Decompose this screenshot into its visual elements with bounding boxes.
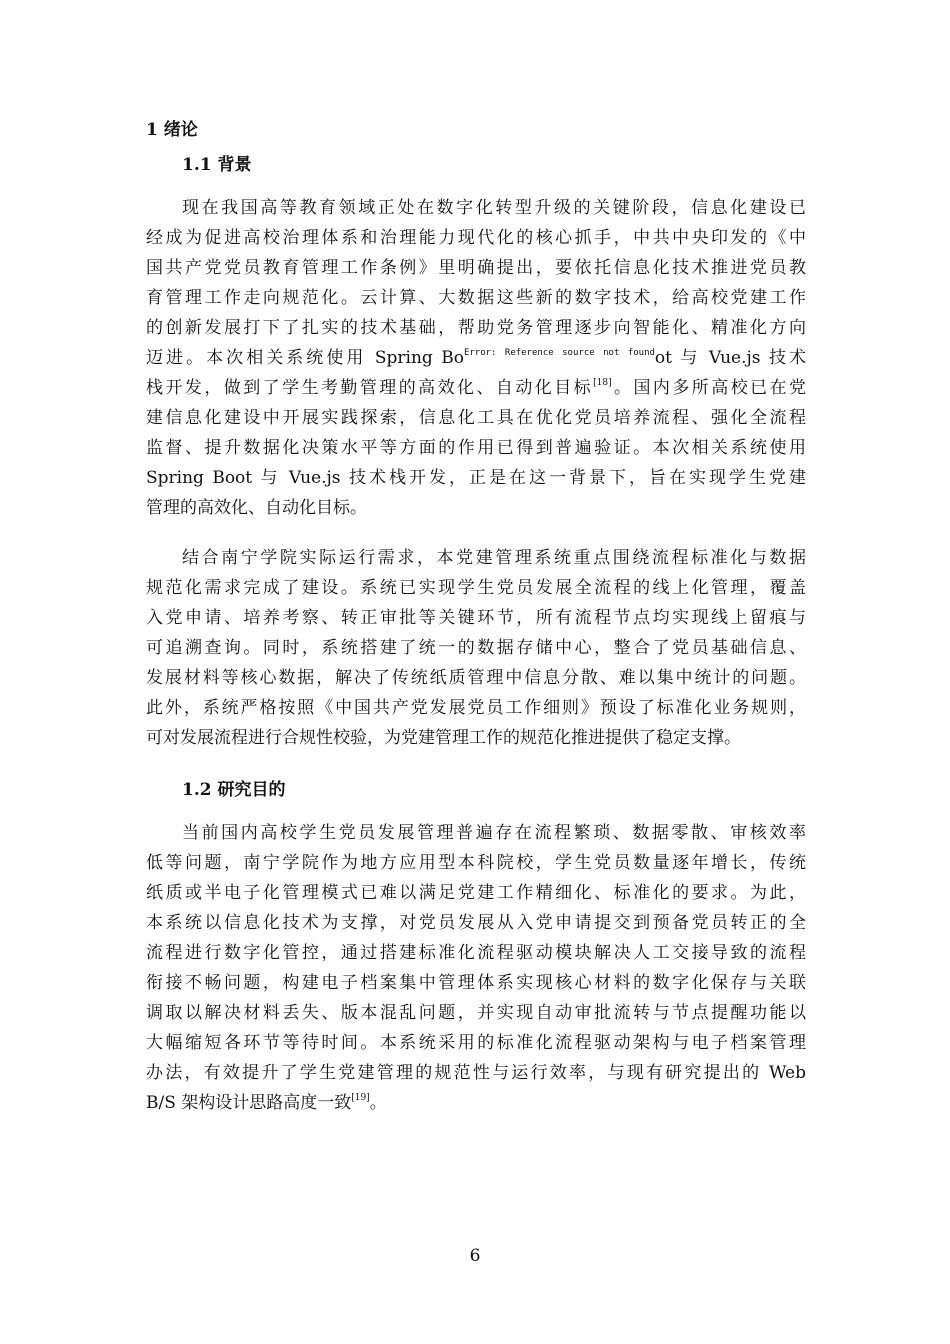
page-number: 6: [469, 1246, 481, 1266]
citation-ref-19: [19]: [351, 1093, 370, 1103]
text-segment: ot 与 Vue.js 技术: [654, 348, 806, 368]
text-line-with-citation: [146, 1088, 806, 1118]
text-line: 的创新发展打下了扎实的技术基础，帮助党务管理逐步向智能化、精准化方向: [146, 318, 806, 338]
text-line: 可对发展流程进行合规性校验，为党建管理工作的规范化推进提供了稳定支撑。: [146, 728, 741, 748]
text-line: 可追溯查询。同时，系统搭建了统一的数据存储中心，整合了党员基础信息、: [146, 638, 806, 658]
text-line: 国共产党党员教育管理工作条例》里明确提出，要依托信息化技术推进党员教: [146, 258, 806, 278]
section-heading-research-purpose: 1.2 研究目的: [182, 780, 286, 800]
text-segment: 迈进。本次相关系统使用 Spring Bo: [146, 348, 464, 368]
text-segment: 栈开发，做到了学生考勤管理的高效化、自动化目标: [146, 378, 594, 398]
section-heading-background: 1.1 背景: [182, 155, 252, 175]
text-line: 当前国内高校学生党员发展管理普遍存在流程繁琐、数据零散、审核效率: [182, 823, 806, 843]
text-line: 发展材料等核心数据，解决了传统纸质管理中信息分散、难以集中统计的问题。: [146, 668, 806, 688]
text-line: Spring Boot 与 Vue.js 技术栈开发，正是在这一背景下，旨在实现学生党建: [146, 468, 806, 488]
text-line: 此外，系统严格按照《中国共产党发展党员工作细则》预设了标准化业务规则，: [146, 698, 806, 718]
text-line: 调取以解决材料丢失、版本混乱问题，并实现自动审批流转与节点提醒功能以: [146, 1003, 806, 1023]
text-line-with-error-note: [146, 343, 806, 373]
text-line: 衔接不畅问题，构建电子档案集中管理体系实现核心材料的数字化保存与关联: [146, 973, 806, 993]
text-line: 现在我国高等教育领域正处在数字化转型升级的关键阶段，信息化建设已: [182, 198, 806, 218]
text-line: 办法，有效提升了学生党建管理的规范性与运行效率，与现有研究提出的 Web: [146, 1063, 806, 1083]
text-line-with-citation: [146, 373, 806, 403]
reference-error-note: Error: Reference source not found: [463, 348, 655, 358]
chapter-heading: 1 绪论: [146, 120, 198, 140]
text-line: 流程进行数字化管控，通过搭建标准化流程驱动模块解决人工交接导致的流程: [146, 943, 806, 963]
text-segment: B/S 架构设计思路高度一致: [146, 1093, 352, 1113]
text-line: 规范化需求完成了建设。系统已实现学生党员发展全流程的线上化管理，覆盖: [146, 578, 806, 598]
text-line: 入党申请、培养考察、转正审批等关键环节，所有流程节点均实现线上留痕与: [146, 608, 806, 628]
text-segment: 。: [369, 1093, 387, 1113]
text-line: 管理的高效化、自动化目标。: [146, 498, 367, 518]
text-segment: 。国内多所高校已在党: [611, 378, 807, 398]
text-line: 建信息化建设中开展实践探索，信息化工具在优化党员培养流程、强化全流程: [146, 408, 806, 428]
text-line: 结合南宁学院实际运行需求，本党建管理系统重点围绕流程标准化与数据: [182, 548, 806, 568]
text-line: 低等问题，南宁学院作为地方应用型本科院校，学生党员数量逐年增长，传统: [146, 853, 806, 873]
text-line: 监督、提升数据化决策水平等方面的作用已得到普遍验证。本次相关系统使用: [146, 438, 806, 458]
text-line: 纸质或半电子化管理模式已难以满足党建工作精细化、标准化的要求。为此，: [146, 883, 806, 903]
text-line: 大幅缩短各环节等待时间。本系统采用的标准化流程驱动架构与电子档案管理: [146, 1033, 806, 1053]
text-line: 经成为促进高校治理体系和治理能力现代化的核心抓手，中共中央印发的《中: [146, 228, 806, 248]
text-line: 育管理工作走向规范化。云计算、大数据这些新的数字技术，给高校党建工作: [146, 288, 806, 308]
text-line: 本系统以信息化技术为支撑，对党员发展从入党申请提交到预备党员转正的全: [146, 913, 806, 933]
citation-ref-18: [18]: [593, 378, 612, 388]
